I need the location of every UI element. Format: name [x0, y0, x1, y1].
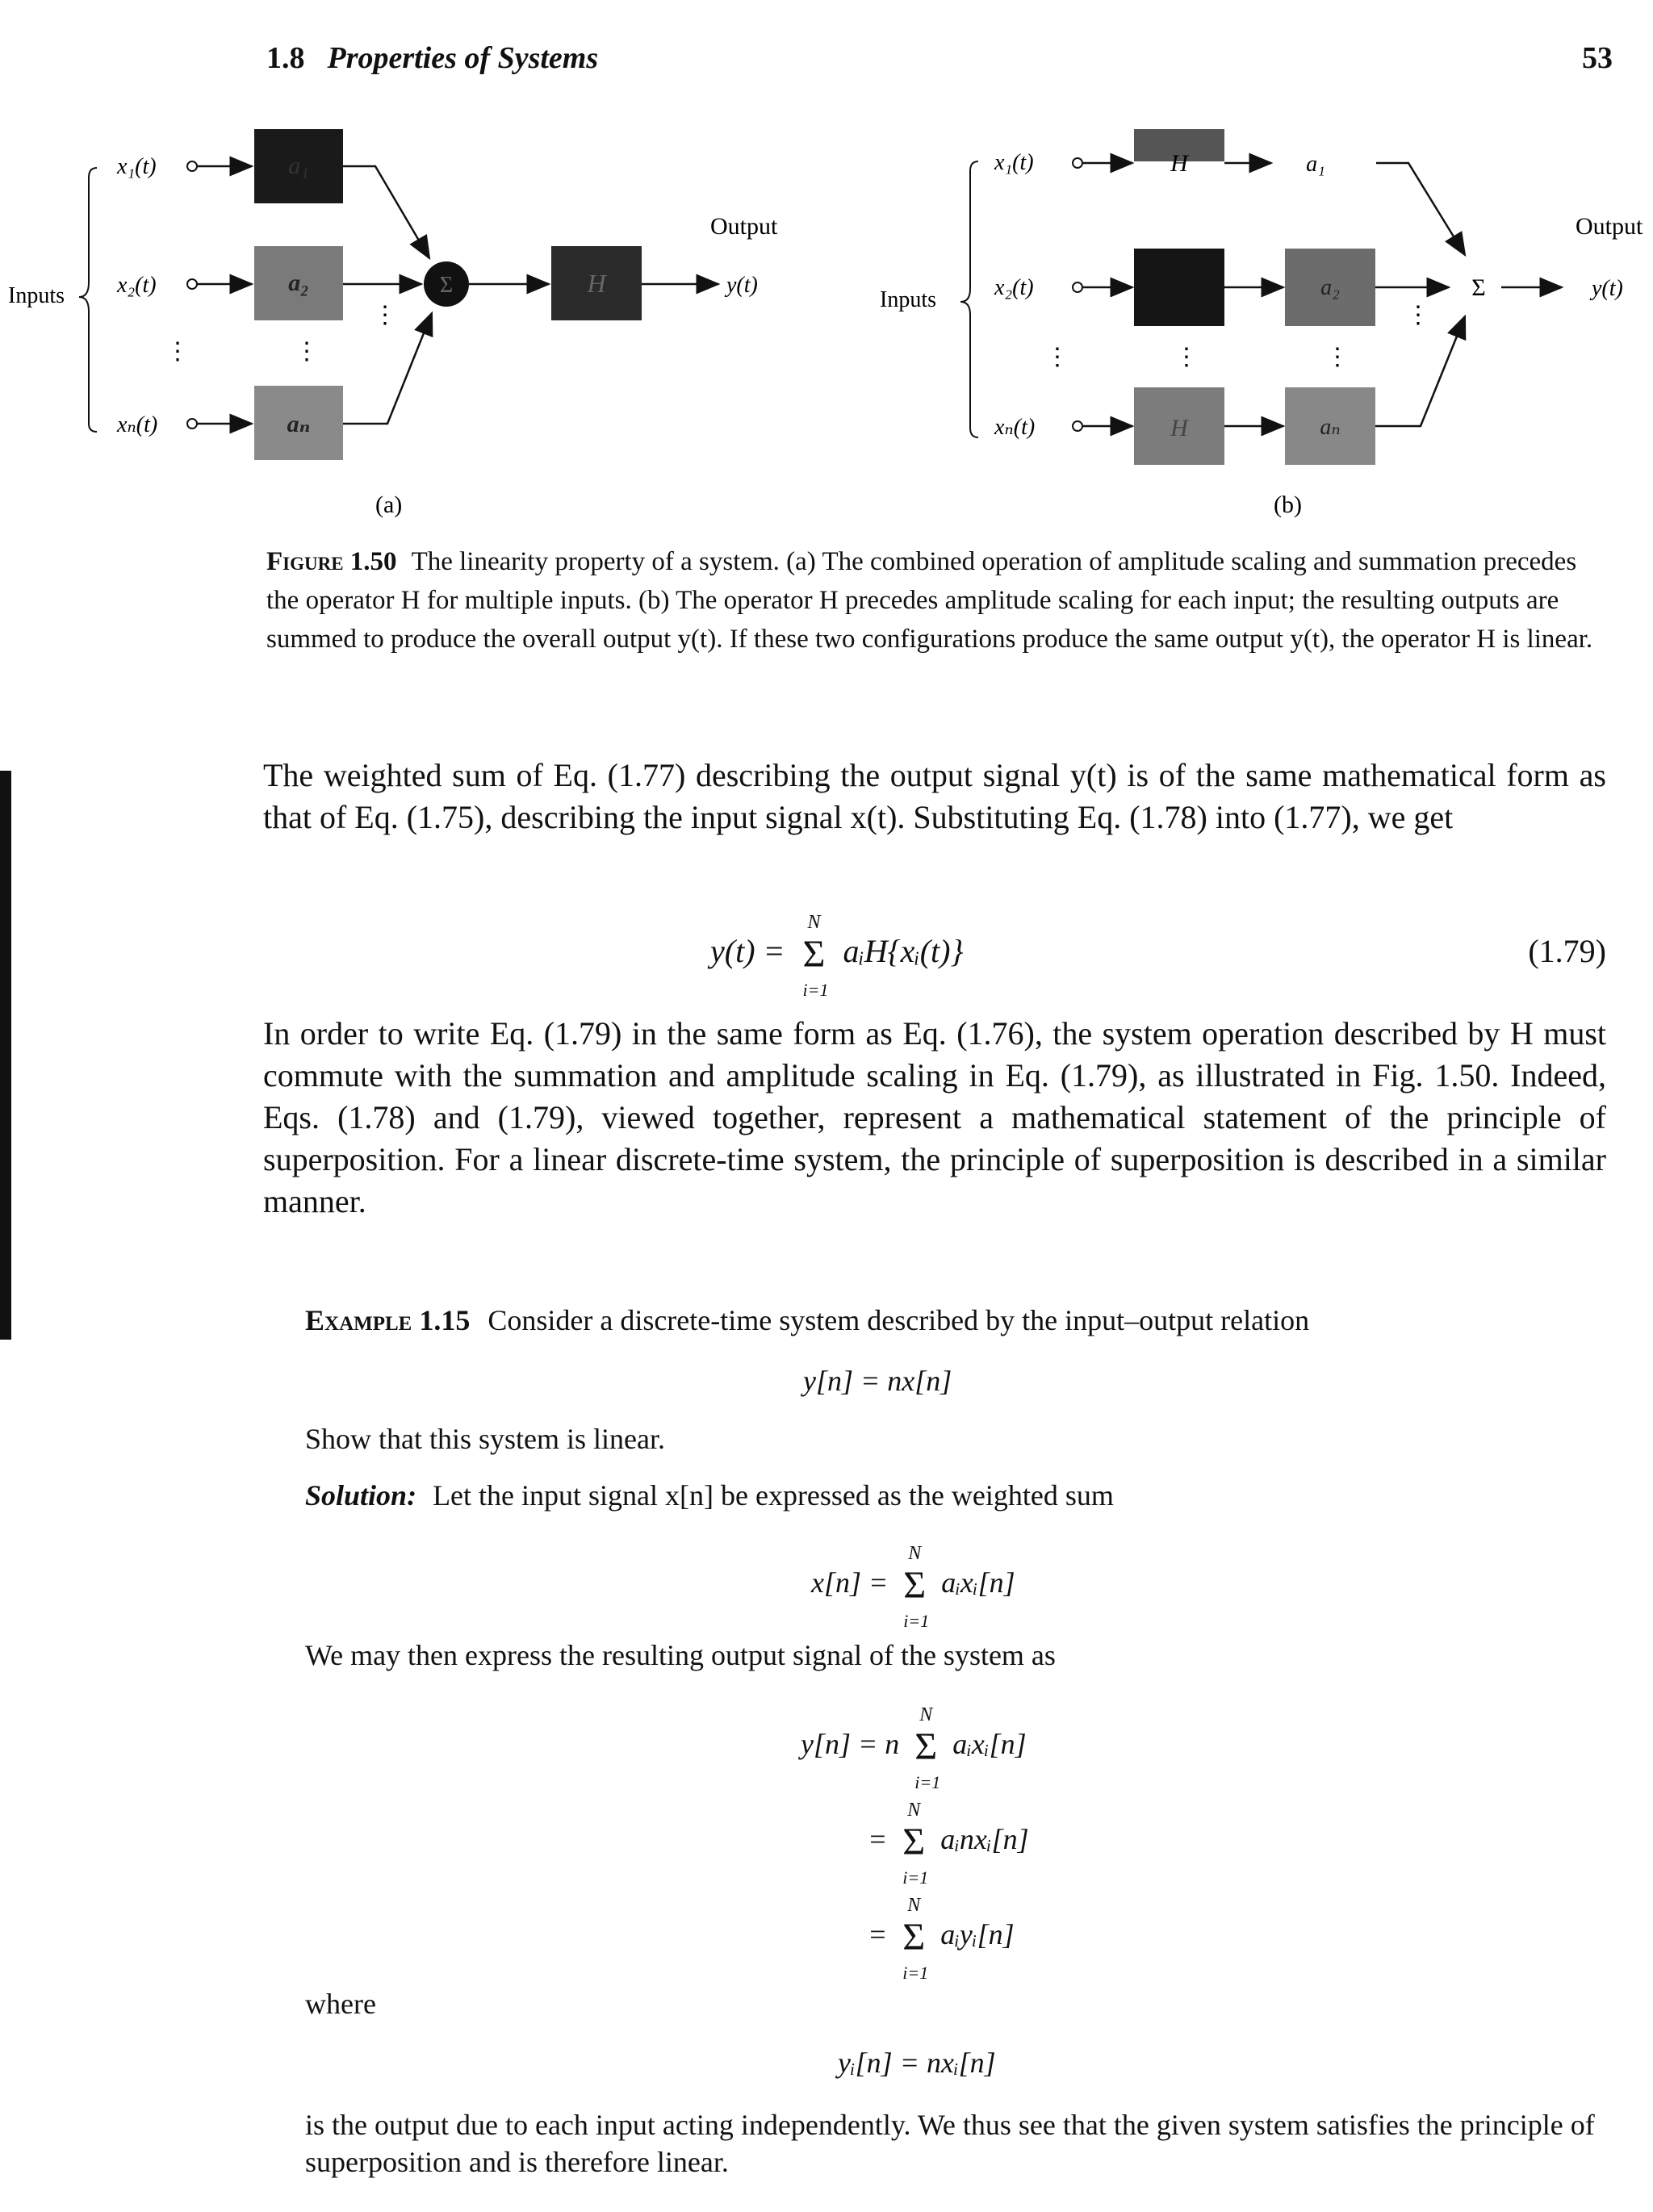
eq5-sigma: Σ N i=1 — [902, 1921, 925, 1954]
figure-caption — [266, 542, 1606, 659]
input-brace-b — [960, 161, 978, 437]
dots-b3: ⋮ — [1325, 344, 1350, 370]
input-x1-a: x₁(t) — [117, 154, 157, 179]
example-intro: Consider a discrete-time system described by the input–output relation — [488, 1304, 1310, 1336]
figure-caption-label: Figure 1.50 — [266, 547, 397, 576]
eq5-rhs: aᵢyᵢ[n] — [940, 1918, 1015, 1951]
inputs-label-b: Inputs — [880, 287, 936, 312]
figure-panel-b — [880, 129, 1643, 518]
eq179-rhs: aᵢH{xᵢ(t)} — [843, 933, 964, 969]
running-header — [266, 40, 598, 76]
equation-1-79 — [710, 911, 964, 1000]
eq4-sigma: Σ N i=1 — [902, 1826, 925, 1859]
subfigure-label-b: (b) — [1274, 491, 1302, 518]
eq2-upper: N — [908, 1542, 922, 1564]
figure-caption-text: The linearity property of a system. (a) The combined operation of amplitude scaling and summation precedes the operator H for multiple inputs. (b) The operator H precedes amplitude scaling for each input; the resulting outputs are summed to produce the overall output y(t). If these two configurations produce the same output y(t), the operator H is linear. — [266, 547, 1593, 654]
eq3-lhs: y[n] = n — [801, 1728, 900, 1760]
operator-H-label-a: H — [587, 269, 606, 298]
eq2-rhs: aᵢxᵢ[n] — [941, 1566, 1015, 1599]
subfigure-label-a: (a) — [375, 491, 403, 518]
eq2-sigma: Σ N i=1 — [903, 1570, 926, 1602]
dots-b1: ⋮ — [1045, 344, 1069, 370]
example-eq1: y[n] = nx[n] — [803, 1365, 952, 1397]
paragraph-2: In order to write Eq. (1.79) in the same form as Eq. (1.76), the system operation described by H must commute with the summation and amplitude scaling in Eq. (1.79), as illustrated in Fig. 1.50. Indeed, Eqs. (1.78) and (1.79), viewed together, represent a mathematical statement of the principle of superposition. For a linear discrete-time system, the principle of superposition is described in a similar manner. — [263, 1015, 1606, 1219]
example-we-may: We may then express the resulting output signal of the system as — [305, 1639, 1056, 1671]
eq4-lhs: = — [868, 1823, 888, 1855]
eq3-lower: i=1 — [914, 1771, 941, 1792]
eq179-sigma: Σ N i=1 — [803, 939, 826, 971]
dots-b2: ⋮ — [1174, 344, 1199, 370]
example-eq3 — [801, 1704, 1027, 1792]
binding-shadow — [0, 771, 11, 1340]
eq179-lhs: y(t) = — [710, 933, 785, 969]
scaler-a2-label-b: a₂ — [1320, 275, 1340, 300]
scaler-aN-label-b: aₙ — [1320, 415, 1341, 440]
input-x2-b: x₂(t) — [994, 275, 1034, 300]
operator-HN-label-b: H — [1170, 415, 1188, 441]
eq2-lhs: x[n] = — [811, 1566, 889, 1599]
input-brace-a — [79, 168, 97, 432]
operator-H2-block-b — [1134, 249, 1224, 326]
input-x2-a: x₂(t) — [117, 273, 157, 298]
output-y-b: y(t) — [1592, 276, 1623, 301]
example-label: Example 1.15 — [305, 1304, 471, 1336]
scaler-aN-label-a: aₙ — [287, 411, 311, 437]
sum-symbol-a: Σ — [439, 273, 454, 298]
eq4-lower: i=1 — [902, 1867, 929, 1888]
input-xN-b: xₙ(t) — [994, 415, 1036, 440]
eq3-sigma: Σ N i=1 — [914, 1731, 937, 1763]
example-heading — [305, 1303, 1605, 1337]
example-conclusion: is the output due to each input acting independently. We thus see that the given system satisfies the principle of superposition and is therefore linear. — [305, 2109, 1595, 2178]
solution-text: Let the input signal x[n] be expressed as the weighted sum — [433, 1479, 1114, 1512]
eq3-upper: N — [919, 1704, 933, 1725]
eq4-upper: N — [907, 1799, 921, 1821]
example-eq6: yᵢ[n] = nxᵢ[n] — [838, 2047, 996, 2079]
scaler-a1-label-a: a₁ — [288, 153, 309, 179]
eq179-upper: N — [807, 911, 821, 933]
example-solution-line — [305, 1478, 1114, 1512]
paragraph-1: The weighted sum of Eq. (1.77) describing the output signal y(t) is of the same mathematical form as that of Eq. (1.75), describing the input signal x(t). Substituting Eq. (1.78) into (1.77), we get — [263, 757, 1606, 835]
eq5-lower: i=1 — [902, 1962, 929, 1983]
output-label-b: Output — [1576, 213, 1643, 240]
output-y-a: y(t) — [726, 273, 758, 298]
example-eq4 — [868, 1799, 1029, 1888]
section-number: 1.8 — [266, 41, 305, 75]
dots-a3: ⋮ — [373, 302, 397, 328]
example-eq5 — [868, 1894, 1015, 1983]
figure-panel-a — [8, 129, 778, 518]
dots-a2: ⋮ — [295, 338, 319, 365]
sum-symbol-b: Σ — [1471, 274, 1486, 301]
scaler-a2-label-a: a₂ — [288, 270, 309, 296]
operator-H1-label-b: H — [1170, 150, 1188, 177]
eq179-lower: i=1 — [802, 979, 829, 1000]
page-number: 53 — [1582, 41, 1613, 75]
eq5-lhs: = — [868, 1918, 888, 1951]
scaler-a1-label-b: a₁ — [1306, 152, 1325, 177]
eq4-rhs: aᵢnxᵢ[n] — [940, 1823, 1029, 1855]
solution-label: Solution: — [305, 1479, 417, 1512]
input-x1-b: x₁(t) — [994, 150, 1034, 175]
dots-a1: ⋮ — [165, 338, 190, 365]
figure-1-50 — [0, 105, 1653, 533]
example-eq2 — [811, 1542, 1015, 1631]
output-label-a: Output — [710, 213, 778, 240]
eq5-upper: N — [907, 1894, 921, 1916]
section-title: Properties of Systems — [327, 41, 599, 75]
inputs-label-a: Inputs — [8, 283, 65, 308]
input-xN-a: xₙ(t) — [117, 412, 158, 437]
example-show: Show that this system is linear. — [305, 1423, 665, 1455]
eq3-rhs: aᵢxᵢ[n] — [952, 1728, 1027, 1760]
equation-number-1-79: (1.79) — [1528, 933, 1606, 969]
dots-b4: ⋮ — [1406, 302, 1430, 328]
eq2-lower: i=1 — [903, 1610, 930, 1631]
example-where: where — [305, 1988, 376, 2020]
